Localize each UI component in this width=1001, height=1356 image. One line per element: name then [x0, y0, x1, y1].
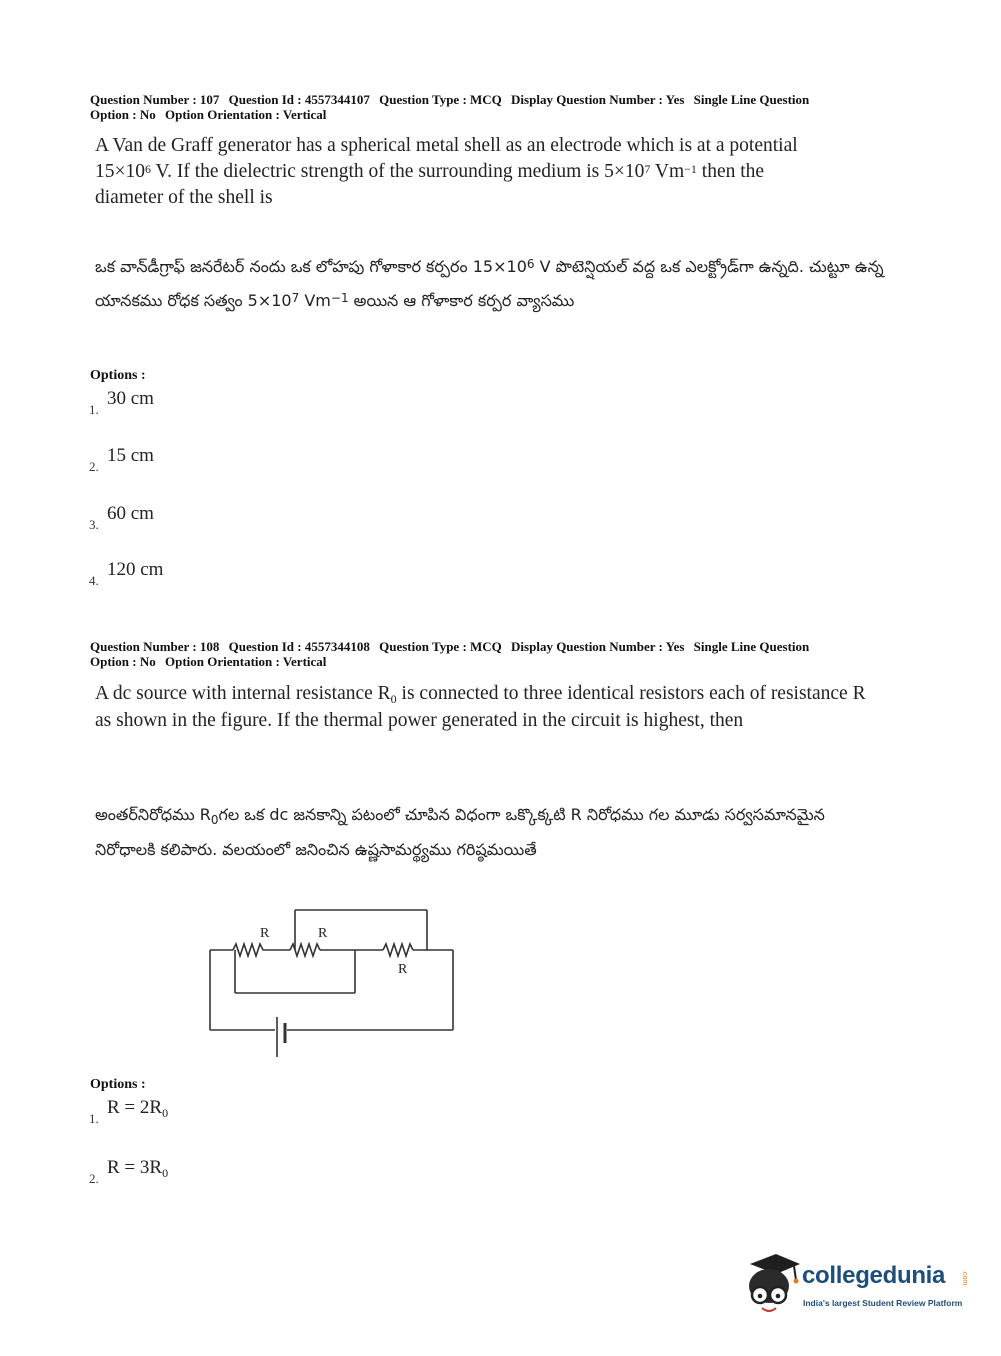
q107-meta: [90, 92, 950, 122]
mascot-icon: [742, 1250, 802, 1320]
q108-question-text: A dc source with internal resistance $R_0$ is connected to three identical resistors each of resistance R as shown in the figure. If the thermal power generated in the circuit is highest, then: [95, 683, 866, 731]
resistor-2-label: R: [318, 926, 328, 941]
question-id: Question Id : 4557344107: [228, 92, 370, 107]
resistor-3-label: R: [398, 962, 408, 977]
resistor-3: [383, 944, 413, 956]
single-line-question: Single Line Question: [693, 92, 810, 107]
q107-question-text: A Van de Graff generator has a spherical metal shell as an electrode which is at a potential $15\times 10^6$ V. If the dielectric strength of the surrounding medium is $5\times 10^7$ $Vm^{-1}$ then the diameter of the shell is: [95, 135, 798, 208]
option-flag: Option : No: [90, 107, 156, 122]
battery-icon: [277, 1017, 285, 1057]
q107-telugu-text: ఒక వాన్‌డీగ్రాఫ్ జనరేటర్ నందు ఒక లోహపు గోళాకార కర్పరం $15\times 10^6$ V పొటెన్షియల్ వద్ద ఒక ఎలక్ట్రోడ్‌గా ఉన్నది. చుట్టూ ఉన్న యానకము రోధక సత్వం $5\times 10^7$ $Vm^{-1}$ అయిన ఆ గోళాకార కర్పర వ్యాసము: [95, 257, 884, 310]
question-type: Question Type : MCQ: [379, 639, 502, 654]
q108-telugu-text: అంతర్‌నిరోధము $R_0గల$ ఒక dc జనకాన్ని పటంలో చూపిన విధంగా ఒక్కొక్కటి R నిరోధము గల మూడు సర్వసమానమైన నిరోధాలకి కలిపారు. వలయంలో జనించిన ఉష్ణసామర్థ్యము గరిష్ఠమయితే: [95, 805, 825, 859]
resistor-1: [233, 944, 263, 956]
brand-tagline: India's largest Student Review Platform: [803, 1298, 963, 1308]
question-number: Question Number : 107: [90, 92, 220, 107]
collegedunia-logo[interactable]: [742, 1250, 972, 1320]
q108-options-label: Options :: [90, 1077, 146, 1092]
option-orientation: Option Orientation : Vertical: [164, 107, 327, 122]
q107-options-label: Options :: [90, 368, 146, 383]
question-number: Question Number : 108: [90, 639, 220, 654]
option-orientation: Option Orientation : Vertical: [164, 654, 327, 669]
brand-domain: .com: [961, 1270, 968, 1286]
question-type: Question Type : MCQ: [379, 92, 502, 107]
single-line-question: Single Line Question: [693, 639, 810, 654]
brand-name: collegedunia: [802, 1262, 946, 1289]
question-id: Question Id : 4557344108: [228, 639, 370, 654]
q108-meta: [90, 639, 950, 669]
display-question-number: Display Question Number : Yes: [511, 92, 685, 107]
resistor-1-label: R: [260, 926, 270, 941]
option-flag: Option : No: [90, 654, 156, 669]
display-question-number: Display Question Number : Yes: [511, 639, 685, 654]
circuit-diagram: [205, 905, 465, 1065]
